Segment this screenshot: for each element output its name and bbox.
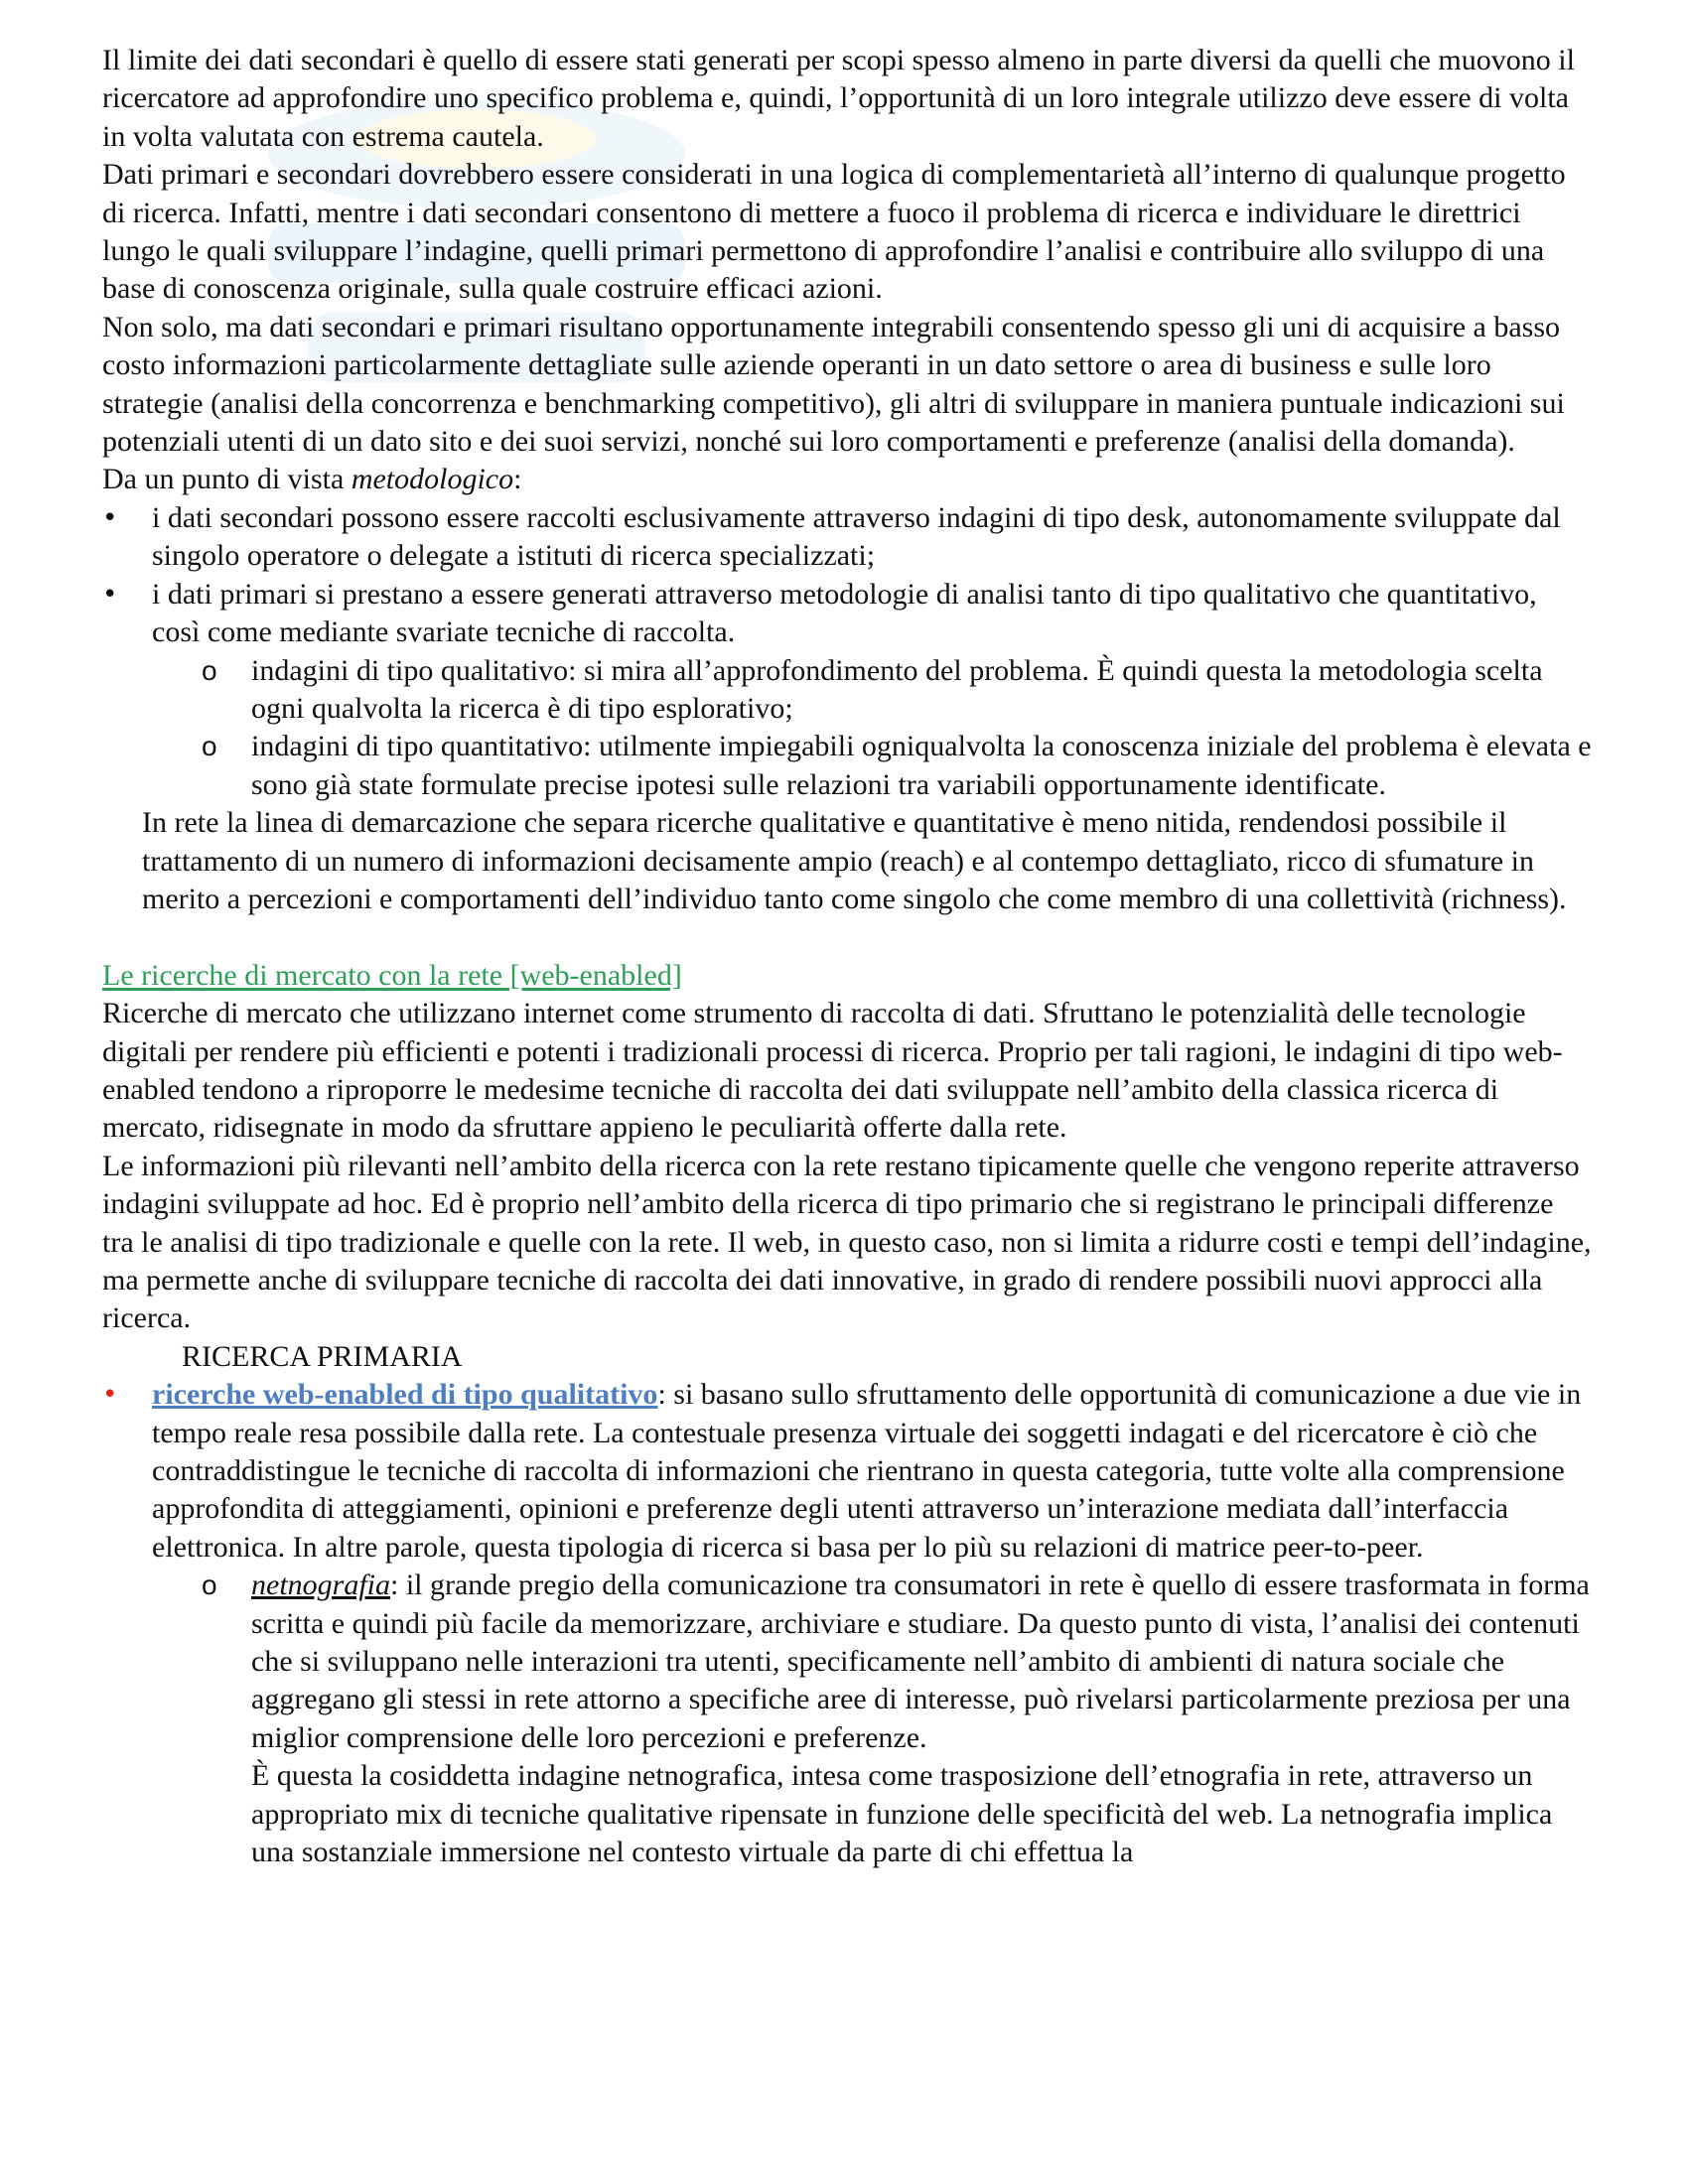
paragraph-informazioni-rilevanti: Le informazioni più rilevanti nell’ambito della ricerca con la rete restano tipicamente quelle che vengono reperite attraverso indagini sviluppate ad hoc. Ed è proprio nell’ambito della ricerca di tipo primario che si registrano le principali differenze tra le analisi di tipo tradizionale e quelle con la rete. Il web, in questo caso, non si limita a ridurre costi e tempi dell’indagine, ma permette anche di sviluppare tecniche di raccolta dei dati innovative, in grado di rendere possibili nuovi approcci alla ricerca. (102, 1149, 1592, 1335)
bullet-list-ricerca-primaria (102, 1376, 1592, 1567)
red-bullet-icon: • (102, 1380, 118, 1411)
paragraph-in-rete: In rete la linea di demarcazione che separa ricerche qualitative e quantitative è meno nitida, rendendosi possibile il trattamento di un numero di informazioni decisamente ampio (reach) e al contempo dettagliato, ricco di sfumature in merito a percezioni e comportamenti dell’individuo tanto come singolo che come membro di una collettività (richness). (142, 806, 1567, 915)
paragraph-limite-dati-secondari: Il limite dei dati secondari è quello di essere stati generati per scopi spesso almeno in parte diversi da quelli che muovono il ricercatore ad approfondire uno specifico problema e, quindi, l’opportunità di un loro integrale utilizzo deve essere di volta in volta valutata con estrema cautela. (102, 44, 1575, 153)
list-item: • ricerche web-enabled di tipo qualitativo: si basano sullo sfruttamento delle opportunità di comunicazione a due vie in tempo reale resa possibile dalla rete. La contestuale presenza virtuale dei soggetti indagati e del ricercatore è ciò che contraddistingue le tecniche di raccolta di informazioni che rientrano in questa categoria, tutte volte alla comprensione approfondita di atteggiamenti, opinioni e preferenze degli utenti attraverso un’interazione mediata dall’interfaccia elettronica. In altre parole, questa tipologia di ricerca si basa per lo più su relazioni di matrice peer-to-peer. (102, 1378, 1582, 1564)
paragraph-integrabili: Non solo, ma dati secondari e primari risultano opportunamente integrabili consentendo spesso gli uni di acquisire a basso costo informazioni particolarmente dettagliate sulle aziende operanti in un dato settore o area di business e sulle loro strategie (analisi della concorrenza e benchmarking competitivo), gli altri di sviluppare in maniera puntuale indicazioni sui potenziali utenti di un dato sito e dei suoi servizi, nonché sui loro comportamenti e preferenze (analisi della domanda). (102, 310, 1565, 459)
circle-bullet-icon: o (202, 1570, 217, 1601)
circle-bullet-icon: o (202, 731, 217, 762)
bullet-icon: • (102, 579, 118, 610)
label-ricerca-primaria: RICERCA PRIMARIA (182, 1339, 463, 1373)
sub-list-item: o netnografia: il grande pregio della comunicazione tra consumatori in rete è quello di essere trasformata in forma scritta e quindi più facile da memorizzare, archiviare e studiare. Da questo punto di vista, l’analisi dei contenuti che si sviluppano nelle interazioni tra utenti, specificamente nell’ambito di ambienti di natura sociale che aggregano gli stessi in rete attorno a specifiche aree di interesse, può rivelarsi particolarmente preziosa per una miglior comprensione delle loro percezioni e preferenze. (202, 1569, 1590, 1754)
paragraph-metodologico: Da un punto di vista metodologico: (102, 463, 522, 496)
metodologico-emphasis: metodologico (351, 463, 514, 496)
list-item: • i dati primari si prestano a essere generati attraverso metodologie di analisi tanto di tipo qualitativo che quantitativo, così come mediante svariate tecniche di raccolta. (102, 577, 1537, 649)
document-page (102, 42, 1592, 1871)
circle-bullet-icon: o (202, 654, 217, 686)
sub-list-item: o indagini di tipo quantitativo: utilmente impiegabili ogniqualvolta la conoscenza iniziale del problema è elevata e sono già state formulate precise ipotesi sulle relazioni tra variabili opportunamente identificate. (202, 730, 1592, 801)
sub-bullet-list-netnografia (102, 1567, 1592, 1757)
bullet-icon: • (102, 502, 118, 533)
paragraph-netnografia-cont: È questa la cosiddetta indagine netnografica, intesa come trasposizione dell’etnografia in rete, attraverso un appropriato mix di tecniche qualitative ripensate in funzione delle specificità del web. La netnografia implica una sostanziale immersione nel contesto virtuale da parte di chi effettua la (251, 1759, 1553, 1869)
paragraph-web-enabled-intro: Ricerche di mercato che utilizzano internet come strumento di raccolta di dati. Sfruttano le potenzialità delle tecnologie digitali per rendere più efficienti e potenti i tradizionali processi di ricerca. Proprio per tali ragioni, le indagini di tipo web-enabled tendono a riproporre le medesime tecniche di raccolta dei dati sviluppate nell’ambito della classica ricerca di mercato, ridisegnate in modo da sfruttare appieno le peculiarità offerte dalla rete. (102, 997, 1563, 1145)
netnografia-term: netnografia (251, 1569, 390, 1602)
qualitativo-link[interactable]: ricerche web-enabled di tipo qualitativo (152, 1378, 658, 1412)
sub-list-item: o indagini di tipo qualitativo: si mira all’approfondimento del problema. È quindi questa la metodologia scelta ogni qualvolta la ricerca è di tipo esplorativo; (202, 653, 1543, 725)
spacer (102, 918, 1592, 956)
section-heading[interactable] (102, 957, 1592, 995)
bullet-list-metodologico (102, 499, 1592, 652)
paragraph-complementarieta: Dati primari e secondari dovrebbero essere considerati in una logica di complementarietà all’interno di qualunque progetto di ricerca. Infatti, mentre i dati secondari consentono di mettere a fuoco il problema di ricerca e individuare le direttrici lungo le quali sviluppare l’indagine, quelli primari permettono di approfondire l’analisi e contribuire allo sviluppo di una base di conoscenza originale, sulla quale costruire efficaci azioni. (102, 158, 1566, 306)
heading-link[interactable]: Le ricerche di mercato con la rete [web-enabled] (102, 958, 682, 992)
list-item: • i dati secondari possono essere raccolti esclusivamente attraverso indagini di tipo desk, autonomamente sviluppate dal singolo operatore o delegate a istituti di ricerca specializzati; (102, 500, 1561, 573)
sub-bullet-list-indagini (102, 652, 1592, 805)
